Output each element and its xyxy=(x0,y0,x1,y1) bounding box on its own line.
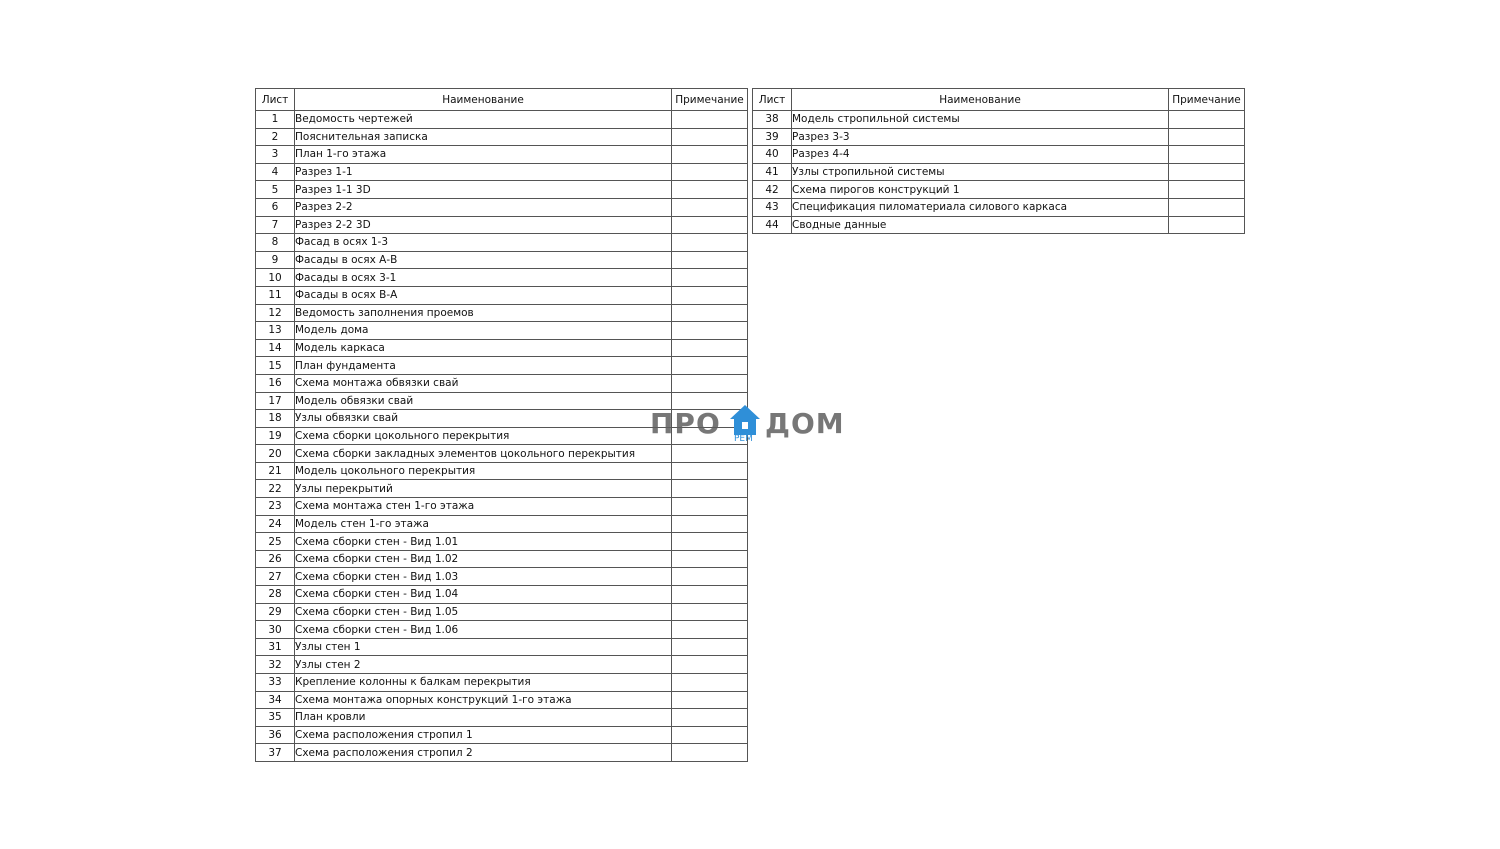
sheet-number-cell: 20 xyxy=(256,445,295,463)
sheet-name-cell: Схема сборки стен - Вид 1.01 xyxy=(295,533,672,551)
drawings-table-right xyxy=(752,88,1245,234)
sheet-number-cell: 24 xyxy=(256,515,295,533)
sheet-name-cell: Схема сборки стен - Вид 1.04 xyxy=(295,586,672,604)
note-cell xyxy=(672,198,748,216)
table-row xyxy=(256,726,748,744)
table-row xyxy=(256,251,748,269)
note-cell xyxy=(1169,163,1245,181)
sheet-name-cell: Узлы стен 1 xyxy=(295,638,672,656)
table-row xyxy=(256,586,748,604)
note-cell xyxy=(672,339,748,357)
sheet-number-cell: 22 xyxy=(256,480,295,498)
table-row xyxy=(256,216,748,234)
table-row xyxy=(753,128,1245,146)
note-cell xyxy=(672,234,748,252)
sheet-number-cell: 37 xyxy=(256,744,295,762)
sheet-number-cell: 12 xyxy=(256,304,295,322)
sheet-number-cell: 28 xyxy=(256,586,295,604)
sheet-number-cell: 31 xyxy=(256,638,295,656)
sheet-name-cell: Узлы перекрытий xyxy=(295,480,672,498)
table-row xyxy=(256,181,748,199)
table-row xyxy=(256,744,748,762)
note-cell xyxy=(672,216,748,234)
note-cell xyxy=(672,603,748,621)
table-row xyxy=(256,709,748,727)
note-cell xyxy=(672,251,748,269)
sheet-name-cell: Разрез 2-2 3D xyxy=(295,216,672,234)
table-body-right xyxy=(753,111,1245,234)
sheet-number-cell: 17 xyxy=(256,392,295,410)
sheet-name-cell: Схема сборки стен - Вид 1.03 xyxy=(295,568,672,586)
note-cell xyxy=(672,374,748,392)
note-cell xyxy=(672,146,748,164)
sheet-name-cell: Фасады в осях А-В xyxy=(295,251,672,269)
table-header-row xyxy=(256,89,748,111)
sheet-number-cell: 5 xyxy=(256,181,295,199)
table-row xyxy=(256,286,748,304)
sheet-number-cell: 42 xyxy=(753,181,792,199)
table-row xyxy=(256,111,748,129)
note-cell xyxy=(672,462,748,480)
sheet-number-cell: 1 xyxy=(256,111,295,129)
table-row xyxy=(256,357,748,375)
sheet-number-cell: 9 xyxy=(256,251,295,269)
watermark-sub-label: РЕМ xyxy=(734,434,753,444)
sheet-number-cell: 26 xyxy=(256,550,295,568)
sheet-name-cell: Схема расположения стропил 1 xyxy=(295,726,672,744)
sheet-name-cell: Модель обвязки свай xyxy=(295,392,672,410)
table-row xyxy=(256,304,748,322)
sheet-name-cell: Сводные данные xyxy=(792,216,1169,234)
sheet-number-cell: 44 xyxy=(753,216,792,234)
sheet-name-cell: Фасад в осях 1-3 xyxy=(295,234,672,252)
table-row xyxy=(256,515,748,533)
sheet-number-cell: 4 xyxy=(256,163,295,181)
watermark-word-dom: ДОМ xyxy=(765,407,845,440)
header-note: Примечание xyxy=(672,89,748,111)
sheet-number-cell: 25 xyxy=(256,533,295,551)
note-cell xyxy=(672,480,748,498)
sheet-number-cell: 7 xyxy=(256,216,295,234)
table-row xyxy=(256,498,748,516)
note-cell xyxy=(672,181,748,199)
sheet-name-cell: План фундамента xyxy=(295,357,672,375)
note-cell xyxy=(672,621,748,639)
note-cell xyxy=(672,744,748,762)
sheet-number-cell: 3 xyxy=(256,146,295,164)
sheet-name-cell: Пояснительная записка xyxy=(295,128,672,146)
note-cell xyxy=(672,533,748,551)
note-cell xyxy=(672,111,748,129)
sheet-name-cell: Разрез 1-1 xyxy=(295,163,672,181)
table-row xyxy=(256,198,748,216)
sheet-number-cell: 27 xyxy=(256,568,295,586)
sheet-name-cell: Фасады в осях 3-1 xyxy=(295,269,672,287)
sheet-number-cell: 11 xyxy=(256,286,295,304)
sheet-number-cell: 21 xyxy=(256,462,295,480)
table-row xyxy=(256,568,748,586)
note-cell xyxy=(672,568,748,586)
sheet-name-cell: Схема монтажа стен 1-го этажа xyxy=(295,498,672,516)
sheet-number-cell: 36 xyxy=(256,726,295,744)
sheet-number-cell: 10 xyxy=(256,269,295,287)
sheet-name-cell: Модель стропильной системы xyxy=(792,111,1169,129)
table-row xyxy=(256,638,748,656)
sheet-number-cell: 34 xyxy=(256,691,295,709)
sheet-name-cell: Разрез 2-2 xyxy=(295,198,672,216)
table-row xyxy=(256,128,748,146)
sheet-number-cell: 30 xyxy=(256,621,295,639)
sheet-number-cell: 29 xyxy=(256,603,295,621)
note-cell xyxy=(672,322,748,340)
sheet-number-cell: 13 xyxy=(256,322,295,340)
sheet-name-cell: План кровли xyxy=(295,709,672,727)
sheet-name-cell: Крепление колонны к балкам перекрытия xyxy=(295,674,672,692)
sheet-number-cell: 41 xyxy=(753,163,792,181)
watermark-word-pro: ПРО xyxy=(650,407,721,440)
sheet-name-cell: Ведомость заполнения проемов xyxy=(295,304,672,322)
sheet-name-cell: Схема расположения стропил 2 xyxy=(295,744,672,762)
sheet-number-cell: 16 xyxy=(256,374,295,392)
table-row xyxy=(753,146,1245,164)
sheet-number-cell: 2 xyxy=(256,128,295,146)
table-row xyxy=(256,603,748,621)
sheet-name-cell: Ведомость чертежей xyxy=(295,111,672,129)
table-row xyxy=(256,674,748,692)
table-row xyxy=(753,111,1245,129)
sheet-number-cell: 18 xyxy=(256,410,295,428)
header-note: Примечание xyxy=(1169,89,1245,111)
sheet-name-cell: Схема сборки цокольного перекрытия xyxy=(295,427,672,445)
sheet-number-cell: 19 xyxy=(256,427,295,445)
note-cell xyxy=(1169,181,1245,199)
table-row xyxy=(256,339,748,357)
header-sheet: Лист xyxy=(256,89,295,111)
table-row xyxy=(256,621,748,639)
sheet-number-cell: 38 xyxy=(753,111,792,129)
table-row xyxy=(256,656,748,674)
watermark-logo xyxy=(650,404,850,448)
sheet-name-cell: Схема сборки стен - Вид 1.05 xyxy=(295,603,672,621)
sheet-name-cell: Схема монтажа опорных конструкций 1-го этажа xyxy=(295,691,672,709)
table-row xyxy=(753,216,1245,234)
note-cell xyxy=(672,128,748,146)
note-cell xyxy=(672,691,748,709)
sheet-number-cell: 39 xyxy=(753,128,792,146)
note-cell xyxy=(1169,216,1245,234)
table-row xyxy=(256,691,748,709)
table-row xyxy=(753,181,1245,199)
sheet-name-cell: Схема сборки закладных элементов цокольного перекрытия xyxy=(295,445,672,463)
table-row xyxy=(256,374,748,392)
note-cell xyxy=(672,498,748,516)
sheet-number-cell: 40 xyxy=(753,146,792,164)
table-row xyxy=(753,198,1245,216)
sheet-number-cell: 15 xyxy=(256,357,295,375)
table-row xyxy=(256,234,748,252)
note-cell xyxy=(672,515,748,533)
sheet-name-cell: Схема пирогов конструкций 1 xyxy=(792,181,1169,199)
header-name: Наименование xyxy=(295,89,672,111)
note-cell xyxy=(1169,111,1245,129)
note-cell xyxy=(672,286,748,304)
sheet-number-cell: 32 xyxy=(256,656,295,674)
note-cell xyxy=(672,550,748,568)
header-sheet: Лист xyxy=(753,89,792,111)
table-row xyxy=(256,462,748,480)
table-row xyxy=(256,269,748,287)
sheet-name-cell: Схема сборки стен - Вид 1.02 xyxy=(295,550,672,568)
sheet-name-cell: Разрез 3-3 xyxy=(792,128,1169,146)
sheet-name-cell: Модель дома xyxy=(295,322,672,340)
note-cell xyxy=(672,726,748,744)
note-cell xyxy=(672,709,748,727)
sheet-name-cell: Фасады в осях В-А xyxy=(295,286,672,304)
sheet-number-cell: 14 xyxy=(256,339,295,357)
sheet-name-cell: Спецификация пиломатериала силового каркаса xyxy=(792,198,1169,216)
note-cell xyxy=(672,269,748,287)
sheet-name-cell: Разрез 4-4 xyxy=(792,146,1169,164)
sheet-name-cell: Узлы стен 2 xyxy=(295,656,672,674)
note-cell xyxy=(672,656,748,674)
note-cell xyxy=(672,357,748,375)
sheet-name-cell: Схема монтажа обвязки свай xyxy=(295,374,672,392)
sheet-name-cell: Модель каркаса xyxy=(295,339,672,357)
sheet-name-cell: Модель стен 1-го этажа xyxy=(295,515,672,533)
sheet-name-cell: Схема сборки стен - Вид 1.06 xyxy=(295,621,672,639)
sheet-name-cell: Узлы стропильной системы xyxy=(792,163,1169,181)
note-cell xyxy=(1169,128,1245,146)
note-cell xyxy=(672,674,748,692)
sheet-number-cell: 6 xyxy=(256,198,295,216)
table-row xyxy=(256,163,748,181)
table-row xyxy=(256,322,748,340)
table-row xyxy=(256,480,748,498)
note-cell xyxy=(672,586,748,604)
table-row xyxy=(256,550,748,568)
note-cell xyxy=(1169,198,1245,216)
note-cell xyxy=(672,163,748,181)
table-header-row xyxy=(753,89,1245,111)
sheet-number-cell: 33 xyxy=(256,674,295,692)
sheet-number-cell: 35 xyxy=(256,709,295,727)
sheet-name-cell: План 1-го этажа xyxy=(295,146,672,164)
table-row xyxy=(256,533,748,551)
header-name: Наименование xyxy=(792,89,1169,111)
sheet-number-cell: 43 xyxy=(753,198,792,216)
sheet-name-cell: Модель цокольного перекрытия xyxy=(295,462,672,480)
sheet-number-cell: 8 xyxy=(256,234,295,252)
sheet-name-cell: Узлы обвязки свай xyxy=(295,410,672,428)
note-cell xyxy=(672,304,748,322)
house-icon xyxy=(729,404,761,438)
note-cell xyxy=(1169,146,1245,164)
note-cell xyxy=(672,638,748,656)
table-row xyxy=(753,163,1245,181)
sheet-number-cell: 23 xyxy=(256,498,295,516)
sheet-name-cell: Разрез 1-1 3D xyxy=(295,181,672,199)
table-row xyxy=(256,146,748,164)
